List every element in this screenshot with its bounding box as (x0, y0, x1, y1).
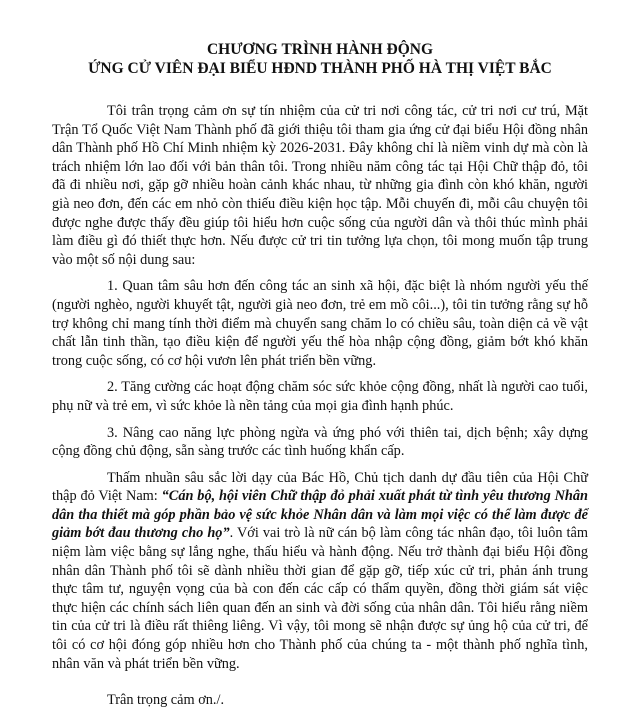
document-title: CHƯƠNG TRÌNH HÀNH ĐỘNG (206, 41, 434, 58)
list-item-1: 1. Quan tâm sâu hơn đến công tác an sinh xã hội, đặc biệt là nhóm người yếu thế (người nghèo, người khuyết tật, người già neo đơn, trẻ em mồ côi...), tôi tin tưởng rằng sự hỗ trợ không chỉ mang tính thời điểm mà chuyển sang chăm lo có chiều sâu, toàn diện cả về vật chất lẫn tinh thần, tạo điều kiện để người yếu thế hòa nhập cộng đồng, giảm bớt khó khăn trong cuộc sống, có cơ hội vươn lên phát triển bền vững. (52, 278, 588, 369)
commitment-paragraph (52, 469, 588, 674)
commitment-body-text: . Với vai trò là nữ cán bộ làm công tác nhân đạo, tôi luôn tâm niệm làm việc bằng sự lắng nghe, thấu hiểu và hành động. Nếu trở thành đại biểu Hội đồng nhân dân Thành phố tôi sẽ dành nhiều thời gian để gặp gỡ, tiếp xúc cử tri, phản ánh trung thực tâm tư, nguyện vọng của bà con đến các cấp có thẩm quyền, đồng thời giám sát việc thực hiện các chính sách liên quan đến an sinh và đời sống của nhân dân. Tôi hiểu rằng niềm tin của cử tri là điều rất thiêng liêng. Vì vậy, tôi mong sẽ nhận được sự ủng hộ của cử tri, để tôi có cơ hội đóng góp nhiều hơn cho Thành phố của chúng ta - một thành phố nghĩa tình, nhân văn và phát triển bền vững. (52, 525, 588, 672)
commitment-lead-text: Thấm nhuần sâu sắc lời dạy của Bác Hồ, Chủ tịch danh dự đầu tiên của Hội Chữ thập đỏ Việt Nam: (52, 469, 588, 505)
ho-chi-minh-quote: “Cán bộ, hội viên Chữ thập đỏ phải xuất phát từ tình yêu thương Nhân dân tha thiết mà góp phần bảo vệ sức khỏe Nhân dân và làm mọi việc có thể làm được để giảm bớt đau thương cho họ” (52, 488, 588, 542)
list-item-2: 2. Tăng cường các hoạt động chăm sóc sức khỏe cộng đồng, nhất là người cao tuổi, phụ nữ và trẻ em, vì sức khỏe là nền tảng của mọi gia đình hạnh phúc. (52, 379, 588, 414)
list-item-3: 3. Nâng cao năng lực phòng ngừa và ứng phó với thiên tai, dịch bệnh; xây dựng cộng đồng chủ động, sẵn sàng trước các tình huống khẩn cấp. (52, 424, 588, 460)
document-subtitle: ỨNG CỬ VIÊN ĐẠI BIỂU HĐND THÀNH PHỐ HÀ THỊ VIỆT BẮC (88, 60, 552, 77)
intro-paragraph: Tôi trân trọng cảm ơn sự tín nhiệm của cử tri nơi công tác, cử tri nơi cư trú, Mặt Trận Tổ Quốc Việt Nam Thành phố đã giới thiệu tôi tham gia ứng cử đại biểu Hội đồng nhân dân Thành phố Hồ Chí Minh nhiệm kỳ 2026-2031. Đây không chỉ là niềm vinh dự mà còn là trách nhiệm lớn lao đối với bản thân tôi. Trong nhiều năm công tác tại Hội Chữ thập đỏ, tôi đã đi nhiều nơi, gặp gỡ nhiều hoàn cảnh khác nhau, từ những gia đình còn khó khăn, người già neo đơn, đến các em nhỏ còn thiếu điều kiện học tập. Mỗi chuyến đi, mỗi câu chuyện tôi được nghe được thấy đều giúp tôi hiểu hơn cuộc sống của người dân và thôi thúc mình phải làm điều gì đó thiết thực hơn. Nếu được cử tri tin tưởng lựa chọn, tôi mong muốn tập trung vào một số nội dung sau: (52, 103, 588, 268)
closing-line: Trân trọng cảm ơn./. (107, 692, 225, 709)
